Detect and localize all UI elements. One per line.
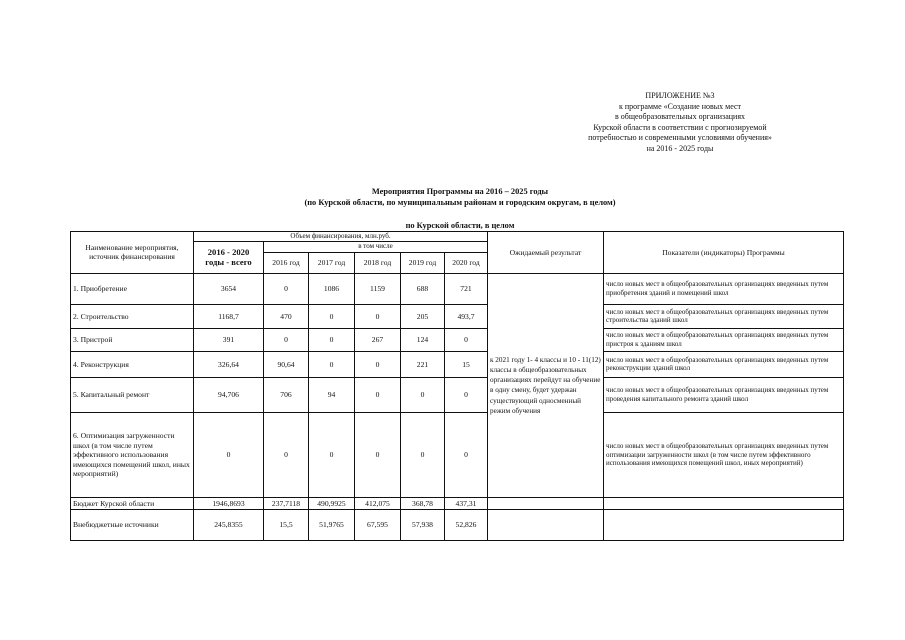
row-total: 326,64 (194, 351, 264, 377)
row-total: 0 (194, 412, 264, 497)
row-value: 0 (264, 273, 309, 304)
row-name: 6. Оптимизация загруженности школ (в том числе путем эффективного использования имеющихся помещений школ, иных мероприятий) (71, 412, 194, 497)
program-table (70, 231, 844, 541)
appendix-line: Курской области в соответствии с прогнозируемой (593, 122, 767, 132)
row-value: 0 (355, 304, 401, 328)
header-year: 2017 год (309, 252, 355, 273)
sub-title: (по Курской области, по муниципальным районам и городским округам, в целом) (304, 198, 616, 207)
row-value: 688 (401, 273, 445, 304)
row-value: 67,595 (355, 509, 401, 540)
row-value: 0 (355, 412, 401, 497)
row-value: 15 (445, 351, 488, 377)
row-name: 4. Реконструкция (71, 351, 194, 377)
row-value: 205 (401, 304, 445, 328)
row-value: 0 (355, 351, 401, 377)
row-value: 267 (355, 328, 401, 351)
table-row (71, 351, 844, 377)
expected-result-empty (488, 497, 604, 509)
main-title: Мероприятия Программы на 2016 – 2025 годы (371, 187, 549, 196)
row-value: 437,31 (445, 497, 488, 509)
row-indicator: число новых мест в общеобразовательных организациях введенных путем пристроя к зданиям школ (604, 328, 844, 351)
table-row (71, 497, 844, 509)
row-value: 0 (309, 412, 355, 497)
row-value: 0 (309, 304, 355, 328)
header-indicators: Показатели (индикаторы) Программы (604, 232, 844, 274)
row-indicator (604, 497, 844, 509)
header-result: Ожидаемый результат (488, 232, 604, 274)
row-indicator: число новых мест в общеобразовательных организациях введенных путем строительства зданий школ (604, 304, 844, 328)
row-value: 0 (445, 412, 488, 497)
row-name: Бюджет Курской области (71, 497, 194, 509)
appendix-line: ПРИЛОЖЕНИЕ №3 (645, 91, 715, 100)
appendix-line: к программе «Создание новых мест (618, 101, 742, 111)
row-value: 0 (445, 377, 488, 412)
appendix-line: на 2016 - 2025 годы (646, 143, 714, 153)
row-indicator: число новых мест в общеобразовательных организациях введенных путем реконструкции зданий школ (604, 351, 844, 377)
row-value: 0 (309, 351, 355, 377)
header-year: 2020 год (445, 252, 488, 273)
row-indicator (604, 509, 844, 540)
row-total: 3654 (194, 273, 264, 304)
row-value: 0 (355, 377, 401, 412)
row-value: 1086 (309, 273, 355, 304)
header-year: 2016 год (264, 252, 309, 273)
row-value: 0 (264, 412, 309, 497)
expected-result: к 2021 году 1- 4 классы и 10 - 11(12) классы в общеобразовательных организациях перейдут на обучение в одну смену, будет удержан существующий односменный режим обучения (488, 273, 604, 497)
row-value: 52,826 (445, 509, 488, 540)
row-value: 0 (401, 377, 445, 412)
row-value: 237,7118 (264, 497, 309, 509)
row-name: 3. Пристрой (71, 328, 194, 351)
row-value: 15,5 (264, 509, 309, 540)
header-year: 2019 год (401, 252, 445, 273)
region-caption: по Курской области, в целом (405, 221, 515, 230)
row-indicator: число новых мест в общеобразовательных организациях введенных путем проведения капитального ремонта зданий школ (604, 377, 844, 412)
appendix-header (520, 91, 840, 155)
table-row (71, 509, 844, 540)
table-row (71, 328, 844, 351)
row-value: 57,938 (401, 509, 445, 540)
row-value: 412,075 (355, 497, 401, 509)
row-value: 706 (264, 377, 309, 412)
table-row (71, 377, 844, 412)
row-total: 1946,8693 (194, 497, 264, 509)
row-value: 124 (401, 328, 445, 351)
row-name: 1. Приобретение (71, 273, 194, 304)
table-row (71, 273, 844, 304)
row-value: 0 (401, 412, 445, 497)
row-indicator: число новых мест в общеобразовательных организациях введенных путем приобретения зданий и помещений школ (604, 273, 844, 304)
row-value: 368,78 (401, 497, 445, 509)
table-row (71, 304, 844, 328)
header-total-bottom: годы - всего (205, 256, 252, 267)
expected-result-empty (488, 509, 604, 540)
header-total (194, 242, 264, 273)
header-funding: Объем финансирования, млн.руб. (194, 232, 488, 242)
row-value: 0 (264, 328, 309, 351)
row-value: 94 (309, 377, 355, 412)
row-value: 221 (401, 351, 445, 377)
table-row (71, 412, 844, 497)
row-value: 0 (445, 328, 488, 351)
row-value: 90,64 (264, 351, 309, 377)
row-name: 5. Капитальный ремонт (71, 377, 194, 412)
row-value: 490,9925 (309, 497, 355, 509)
row-name: Внебюджетные источники (71, 509, 194, 540)
row-value: 0 (309, 328, 355, 351)
header-total-top: 2016 - 2020 (207, 247, 250, 258)
row-indicator: число новых мест в общеобразовательных организациях введенных путем оптимизации загруженности школ (в том числе путем эффективного использования имеющихся помещений школ, иных мероприятий) (604, 412, 844, 497)
header-year: 2018 год (355, 252, 401, 273)
row-value: 721 (445, 273, 488, 304)
header-including: в том числе (264, 242, 488, 252)
row-value: 493,7 (445, 304, 488, 328)
row-name: 2. Строительство (71, 304, 194, 328)
row-total: 1168,7 (194, 304, 264, 328)
row-value: 1159 (355, 273, 401, 304)
row-value: 51,9765 (309, 509, 355, 540)
appendix-line: в общеобразовательных организациях (615, 112, 745, 122)
row-total: 94,706 (194, 377, 264, 412)
document-title (160, 186, 760, 208)
row-total: 245,8355 (194, 509, 264, 540)
appendix-line: потребностью и современными условиями обучения» (588, 133, 772, 143)
header-name: Наименование мероприятия, источник финансирования (71, 232, 194, 274)
row-value: 470 (264, 304, 309, 328)
row-total: 391 (194, 328, 264, 351)
